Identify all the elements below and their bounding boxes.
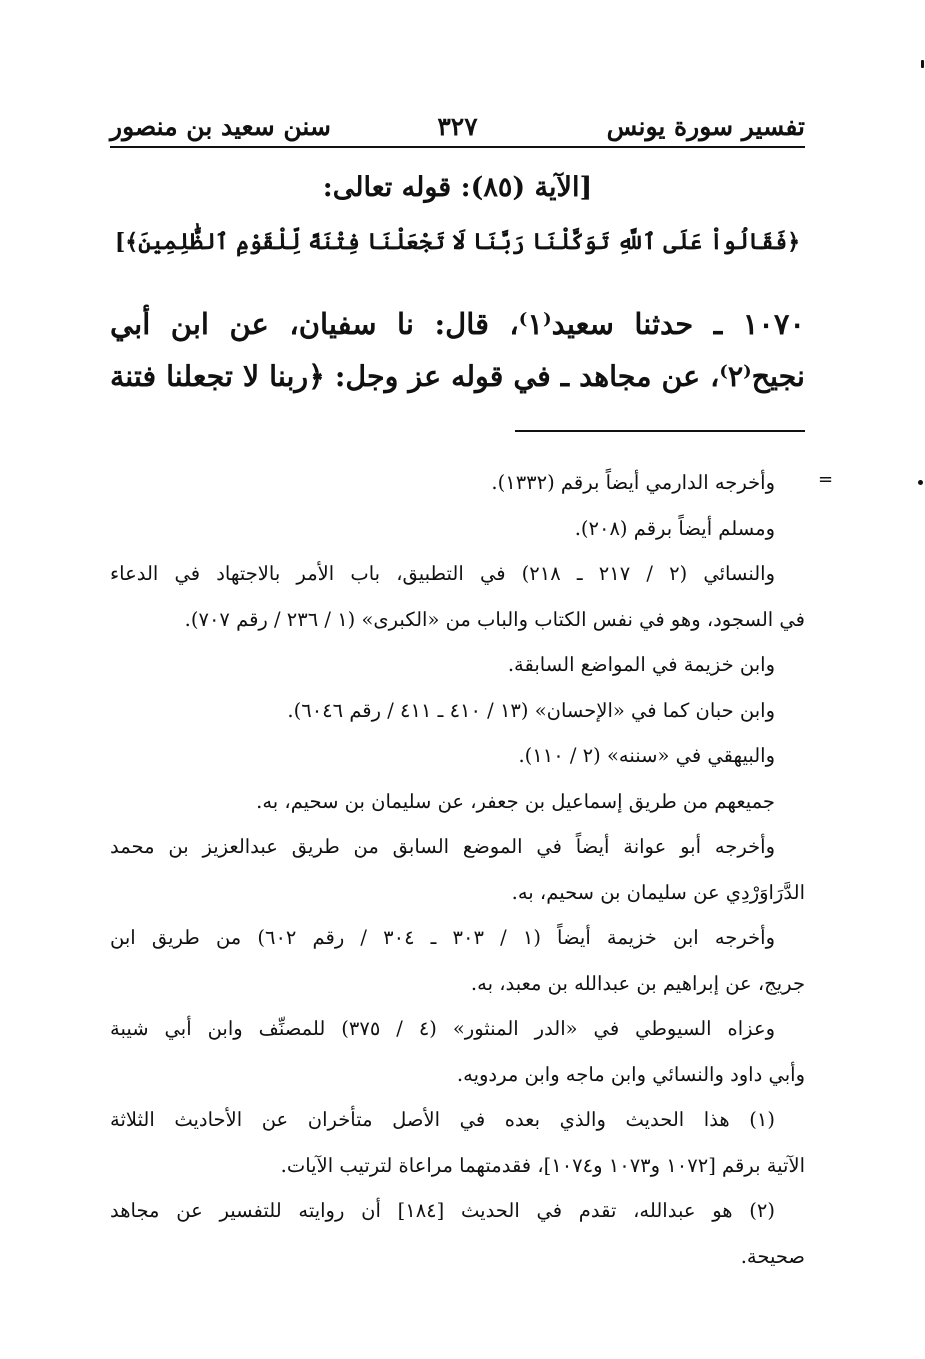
- footnote-line: وأخرجه الدارمي أيضاً برقم (١٣٣٢).: [491, 471, 775, 494]
- running-head: [110, 104, 805, 148]
- ayah-heading: [الآية (٨٥): قوله تعالى:: [322, 172, 593, 203]
- footnote-line: صحيحة.: [740, 1244, 805, 1268]
- surah-title: تفسير سورة يونس: [606, 112, 805, 141]
- footnotes: [110, 460, 805, 1279]
- footnote-line: جميعهم من طريق إسماعيل بن جعفر، عن سليمان بن سحيم، به.: [256, 789, 775, 813]
- footnote-line: جريج، عن إبراهيم بن عبدالله بن معبد، به.: [470, 971, 805, 995]
- ayah-text: ﴿فَقَالُواْ عَلَى ٱللَّهِ تَوَكَّلْنَا رَبَّنَا لَا تَجْعَلْنَا فِتْنَةً لِّلْقَوْمِ ٱلظَّٰلِمِينَ﴾]: [114, 229, 801, 255]
- scan-speck: [918, 480, 923, 485]
- footnote-line: (٢) هو عبدالله، تقدم في الحديث [١٨٤] أن روايته للتفسير عن مجاهد: [110, 1199, 775, 1222]
- footnote-line: والنسائي (٢ / ٢١٧ ـ ٢١٨) في التطبيق، باب الأمر بالاجتهاد في الدعاء: [110, 562, 776, 585]
- footnote-line: في السجود، وهو في نفس الكتاب والباب من «الكبرى» (١ / ٢٣٦ / رقم ٧٠٧).: [184, 607, 805, 631]
- footnote-line: وأبي داود والنسائي وابن ماجه وابن مردويه.: [456, 1062, 805, 1086]
- footnote-line: الدَّرَاوَرْدِي عن سليمان بن سحيم، به.: [511, 880, 805, 904]
- footnote-line: وابن خزيمة في المواضع السابقة.: [507, 653, 775, 676]
- footnote-line: وابن حبان كما في «الإحسان» (١٣ / ٤١٠ ـ ٤١١ / رقم ٦٠٤٦).: [287, 698, 775, 722]
- footnote-line: الآتية برقم [١٠٧٢ و١٠٧٣ و١٠٧٤]، فقدمتهما مراعاة لترتيب الآيات.: [280, 1153, 805, 1177]
- margin-mark: =: [818, 469, 834, 490]
- footnote-line: ومسلم أيضاً برقم (٢٠٨).: [574, 516, 775, 540]
- scan-speck: [921, 60, 924, 68]
- page-number: ٣٢٧: [437, 112, 478, 141]
- footnote-separator: [515, 430, 805, 432]
- footnote-line: والبيهقي في «سننه» (٢ / ١١٠).: [518, 744, 775, 767]
- hadith-text: [110, 298, 805, 402]
- footnote-line: (١) هذا الحديث والذي بعده في الأصل متأخران عن الأحاديث الثلاثة: [110, 1108, 775, 1131]
- book-title: سنن سعيد بن منصور: [110, 112, 331, 141]
- footnote-line: وأخرجه أبو عوانة أيضاً في الموضع السابق من طريق عبدالعزيز بن محمد: [110, 835, 775, 858]
- footnote-line: وعزاه السيوطي في «الدر المنثور» (٤ / ٣٧٥) للمصنِّف وابن أبي شيبة: [110, 1017, 775, 1040]
- hadith-line: نجيح⁽٢⁾، عن مجاهد ـ في قوله عز وجل: ﴿ربنا لا تجعلنا فتنة: [110, 359, 805, 393]
- footnote-line: وأخرجه ابن خزيمة أيضاً (١ / ٣٠٣ ـ ٣٠٤ / رقم ٦٠٢) من طريق ابن: [110, 926, 775, 949]
- hadith-line: ١٠٧٠ ـ حدثنا سعيد⁽١⁾، قال: نا سفيان، عن ابن أبي: [110, 307, 805, 341]
